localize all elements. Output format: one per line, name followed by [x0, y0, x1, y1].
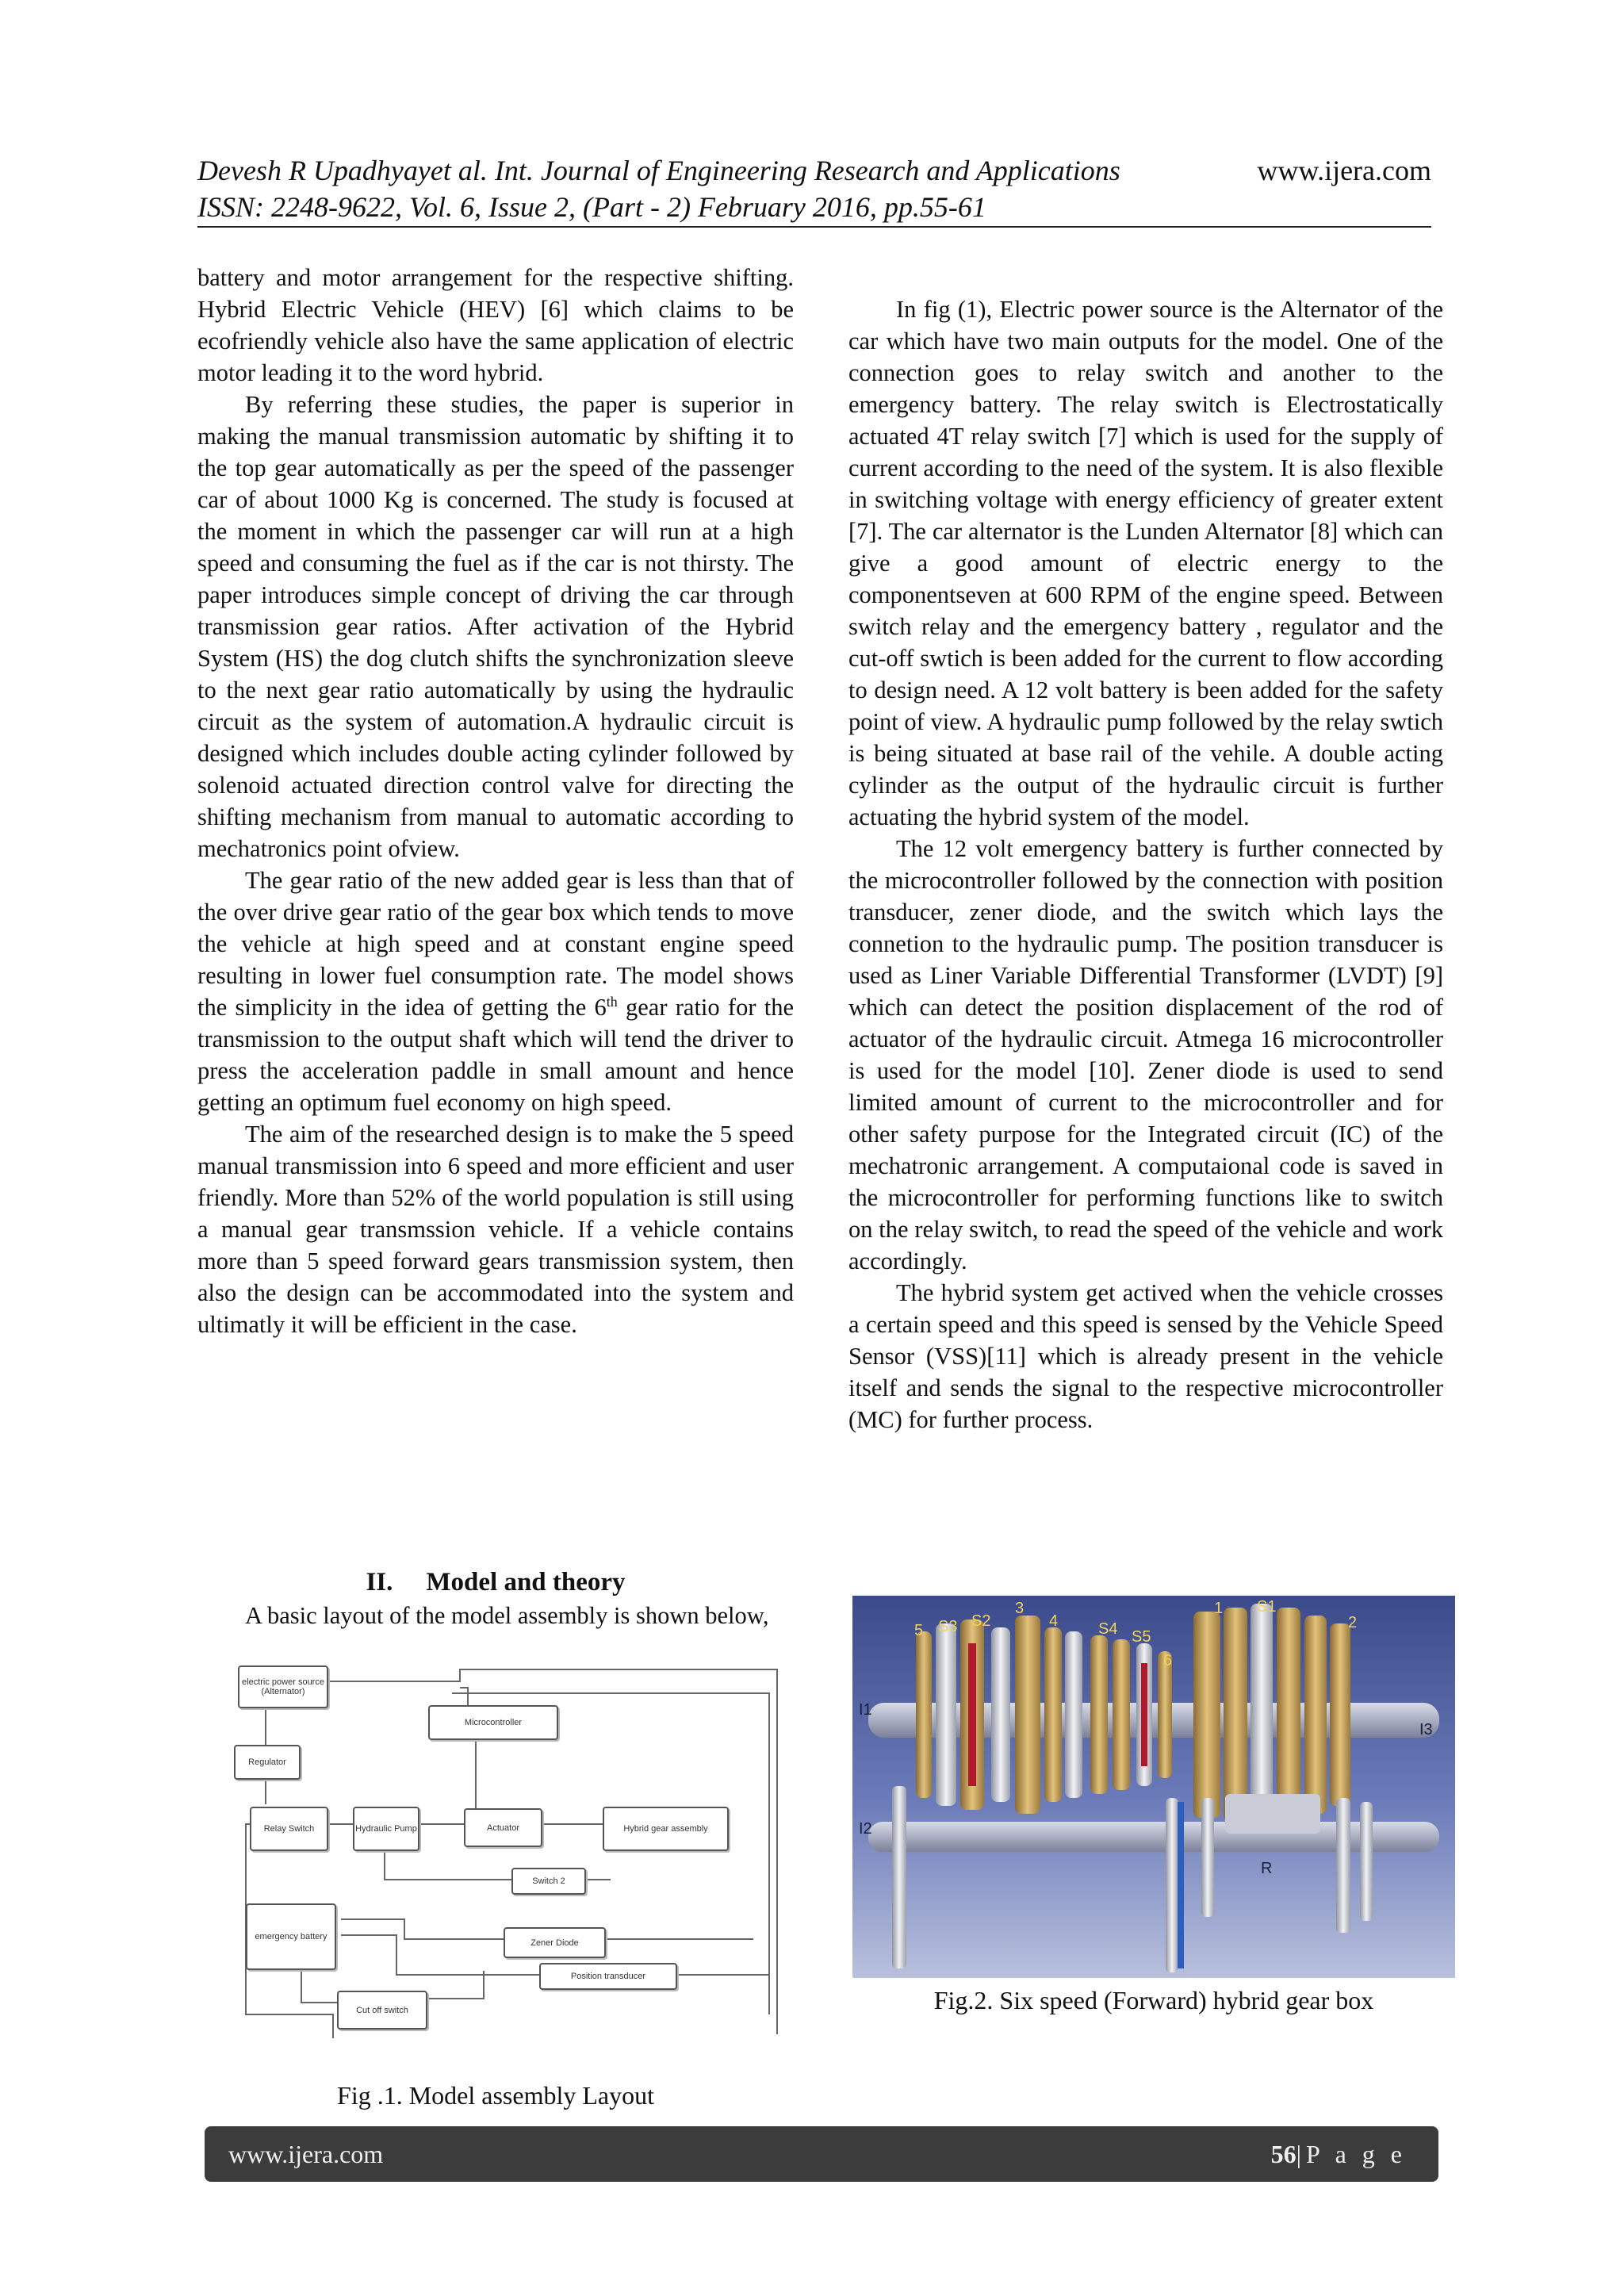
section-intro — [197, 1600, 794, 1631]
gearbox-render-image — [852, 1596, 1455, 1978]
gear-label-5: 5 — [914, 1622, 924, 1639]
footer-site[interactable]: www.ijera.com — [228, 2139, 384, 2168]
reverse-label: R — [1261, 1860, 1273, 1877]
emergency-battery-box: emergency battery — [246, 1903, 336, 1970]
left-paragraph-4: The aim of the researched design is to make the 5 speed manual transmission into 6 speed and more efficient and user friendly. More than 52% of the world population is still using a manual gear transmssion vehicle. If a vehicle contains more than 5 speed forward gears transmission system, then also the design can be accommodated into the system and ultimatly it will be efficient in the case. — [197, 1121, 794, 1338]
right-paragraph-1: In fig (1), Electric power source is the Alternator of the car which have two main outputs for the model. One of the connection goes to relay switch and another to the emergency battery. The relay switch is Electrostatically actuated 4T relay switch [7] which is used for the supply of current according to the need of the system. It is also flexible in switching voltage with energy efficiency of greater extent [7]. The car alternator is the Lunden Alternator [8] which can give a good amount of electric energy to the componentseven at 600 RPM of the engine speed. Between switch relay and the emergency battery , regulator and the cut-off swtich is been added for the current to flow according to design need. A 12 volt battery is been added for the safety point of view. A hydraulic pump followed by the relay swtich is being situated at base rail of the vehile. A double acting cylinder as the output of the hydraulic circuit is further actuating the hybrid system of the model. — [848, 296, 1443, 830]
gear-label-2: 2 — [1348, 1614, 1358, 1631]
fig1-caption: Fig .1. Model assembly Layout — [337, 2081, 654, 2110]
gear-label-s5: S5 — [1132, 1628, 1151, 1646]
model-assembly-diagram — [230, 1665, 793, 2038]
gear-label-1: 1 — [1214, 1600, 1224, 1617]
page-number: 56 — [1270, 2139, 1297, 2168]
gear-label-6: 6 — [1163, 1652, 1173, 1669]
header-citation: Devesh R Upadhyayet al. Int. Journal of Engineering Research and Applications — [197, 155, 1120, 186]
header-issn: ISSN: 2248-9622, Vol. 6, Issue 2, (Part - 2) February 2016, pp.55-61 — [197, 191, 986, 223]
page-word: |P a g e — [1296, 2139, 1407, 2168]
left-paragraph-1: battery and motor arrangement for the respective shifting. Hybrid Electric Vehicle (HEV) [6] which claims to be ecofriendly vehicle also have the same application of electric motor leading it to the word hybrid. — [197, 264, 794, 386]
electric-power-source-box: electric power source (Alternator) — [238, 1665, 328, 1708]
position-transducer-box: Position transducer — [539, 1963, 677, 1990]
zener-diode-box: Zener Diode — [504, 1927, 606, 1958]
right-paragraph-2: The 12 volt emergency battery is further connected by the microcontroller followed by the connection with position transducer, zener diode, and the switch which lays the connetion to the hydraulic pump. The position transducer is used as Liner Variable Differential Transformer (LVDT) [9] which can detect the position displacement of the rod of actuator of the hydraulic circuit. Atmega 16 microcontroller is used for the model [10]. Zener diode is used to send limited amount of current to the microcontroller and for other safety purpose for the Integrated circuit (IC) of the mechatronic arrangement. A computaional code is saved in the microcontroller for performing functions like to switch on the relay switch, to read the speed of the vehicle and work accordingly. — [848, 835, 1443, 1274]
running-header — [197, 152, 1431, 225]
section-number: II. — [366, 1568, 393, 1596]
cut-off-switch-box: Cut off switch — [337, 1991, 427, 2030]
gear-label-3: 3 — [1015, 1600, 1025, 1617]
shaft-label-i3: I3 — [1419, 1721, 1433, 1738]
hydraulic-pump-box: Hydraulic Pump — [353, 1807, 419, 1851]
fig2-caption: Fig.2. Six speed (Forward) hybrid gear box — [933, 1986, 1374, 2014]
p3-part-b: gear ratio for the transmission to the output shaft which will tend the driver to press the acceleration paddle in small amount and hence getting an optimum fuel economy on high speed. — [197, 994, 795, 1116]
left-column — [197, 262, 794, 1340]
header-rule — [197, 226, 1431, 228]
gear-label-s3: S3 — [938, 1618, 958, 1635]
footer-page — [1271, 2140, 1407, 2169]
right-column — [848, 293, 1443, 1435]
gear-label-s1: S1 — [1257, 1598, 1277, 1616]
p3-superscript: th — [606, 993, 618, 1010]
hybrid-gear-assembly-box: Hybrid gear assembly — [603, 1807, 729, 1851]
actuator-box: Actuator — [464, 1808, 542, 1847]
page-footer — [205, 2126, 1438, 2182]
gearbox-illustration — [852, 1596, 1455, 1978]
section-intro-text: A basic layout of the model assembly is shown below, — [245, 1602, 769, 1629]
shaft-label-i1: I1 — [859, 1701, 872, 1719]
regulator-box: Regulator — [234, 1745, 301, 1780]
gear-label-s2: S2 — [971, 1612, 991, 1630]
switch-2-box: Switch 2 — [511, 1868, 586, 1895]
section-heading — [197, 1566, 794, 1598]
left-paragraph-2: By referring these studies, the paper is superior in making the manual transmission automatic by shifting it to the top gear automatically as per the speed of the passenger car of about 1000 Kg is concerned. The study is focused at the moment in which the passenger car will run at a high speed and consuming the fuel as if the car is not thirsty. The paper introduces simple concept of driving the car through transmission gear ratios. After activation of the Hybrid System (HS) the dog clutch shifts the synchronization sleeve to the next gear ratio automatically by using the hydraulic circuit as the system of automation.A hydraulic circuit is designed which includes double acting cylinder followed by solenoid actuated direction control valve for directing the shifting mechanism from manual to automatic according to mechatronics point ofview. — [197, 391, 794, 862]
microcontroller-box: Microcontroller — [428, 1705, 558, 1740]
gear-label-s4: S4 — [1098, 1620, 1118, 1638]
relay-switch-box: Relay Switch — [250, 1807, 328, 1851]
header-site[interactable]: www.ijera.com — [1257, 155, 1431, 186]
p3-part-a: The gear ratio of the new added gear is less than that of the over drive gear ratio of the gear box which tends to move the vehicle at high speed and at constant engine speed resulting in lower fuel consumption rate. The model shows the simplicity in the idea of getting the 6 — [197, 867, 794, 1021]
shaft-label-i2: I2 — [859, 1820, 872, 1838]
left-paragraph-3 — [197, 864, 794, 1118]
right-paragraph-3: The hybrid system get actived when the vehicle crosses a certain speed and this speed is sensed by the Vehicle Speed Sensor (VSS)[11] which is already present in the vehicle itself and sends the signal to the respective microcontroller (MC) for further process. — [848, 1279, 1443, 1433]
gear-label-4: 4 — [1049, 1612, 1059, 1630]
section-title: Model and theory — [426, 1568, 626, 1596]
